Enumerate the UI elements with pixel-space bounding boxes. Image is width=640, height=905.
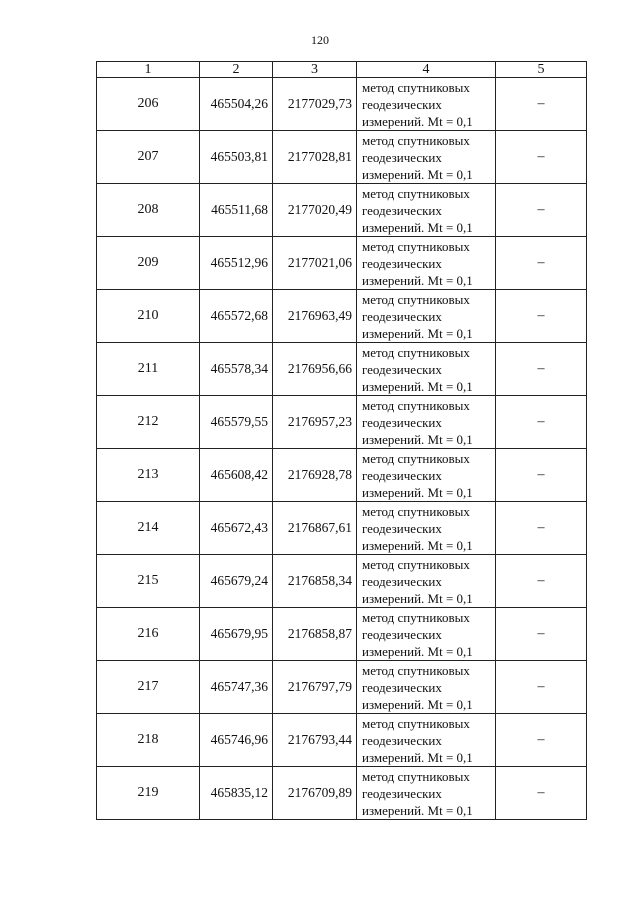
x-coordinate-cell: 465679,24 xyxy=(200,555,273,608)
method-line: измерений. Mt = 0,1 xyxy=(362,696,473,712)
method-line: измерений. Mt = 0,1 xyxy=(362,431,473,447)
note-cell: – xyxy=(496,343,587,396)
x-coordinate-cell: 465746,96 xyxy=(200,714,273,767)
point-number-cell: 218 xyxy=(97,714,200,767)
method-cell xyxy=(357,714,496,767)
method-line: геодезических xyxy=(362,202,442,218)
x-coordinate-cell: 465511,68 xyxy=(200,184,273,237)
method-line: геодезических xyxy=(362,96,442,112)
method-cell xyxy=(357,184,496,237)
y-coordinate-cell: 2177028,81 xyxy=(273,131,357,184)
y-coordinate-cell: 2176797,79 xyxy=(273,661,357,714)
point-number-cell: 216 xyxy=(97,608,200,661)
note-cell: – xyxy=(496,396,587,449)
y-coordinate-cell: 2177029,73 xyxy=(273,78,357,131)
method-cell xyxy=(357,555,496,608)
method-line: измерений. Mt = 0,1 xyxy=(362,749,473,765)
header-col-2: 2 xyxy=(200,62,273,78)
table-row xyxy=(97,184,587,237)
method-line: геодезических xyxy=(362,573,442,589)
point-number-cell: 210 xyxy=(97,290,200,343)
method-line: измерений. Mt = 0,1 xyxy=(362,219,473,235)
method-line: геодезических xyxy=(362,361,442,377)
header-col-1: 1 xyxy=(97,62,200,78)
x-coordinate-cell: 465512,96 xyxy=(200,237,273,290)
table-row xyxy=(97,396,587,449)
method-line: геодезических xyxy=(362,149,442,165)
table-row xyxy=(97,714,587,767)
point-number-cell: 208 xyxy=(97,184,200,237)
method-line: метод спутниковых xyxy=(362,238,470,254)
note-cell: – xyxy=(496,502,587,555)
method-line: измерений. Mt = 0,1 xyxy=(362,537,473,553)
table-row xyxy=(97,343,587,396)
table-row xyxy=(97,767,587,820)
method-line: метод спутниковых xyxy=(362,662,470,678)
method-line: метод спутниковых xyxy=(362,768,470,784)
method-line: метод спутниковых xyxy=(362,291,470,307)
method-cell xyxy=(357,767,496,820)
point-number-cell: 214 xyxy=(97,502,200,555)
method-line: метод спутниковых xyxy=(362,556,470,572)
page-number: 120 xyxy=(311,33,329,47)
method-line: измерений. Mt = 0,1 xyxy=(362,272,473,288)
note-cell: – xyxy=(496,608,587,661)
x-coordinate-cell: 465747,36 xyxy=(200,661,273,714)
method-cell xyxy=(357,237,496,290)
method-line: геодезических xyxy=(362,414,442,430)
y-coordinate-cell: 2176957,23 xyxy=(273,396,357,449)
method-line: метод спутниковых xyxy=(362,503,470,519)
x-coordinate-cell: 465608,42 xyxy=(200,449,273,502)
method-line: метод спутниковых xyxy=(362,344,470,360)
method-line: метод спутниковых xyxy=(362,609,470,625)
method-line: геодезических xyxy=(362,732,442,748)
table-row xyxy=(97,608,587,661)
x-coordinate-cell: 465572,68 xyxy=(200,290,273,343)
note-cell: – xyxy=(496,184,587,237)
point-number-cell: 219 xyxy=(97,767,200,820)
method-line: геодезических xyxy=(362,308,442,324)
header-col-5: 5 xyxy=(496,62,587,78)
header-col-4: 4 xyxy=(357,62,496,78)
point-number-cell: 206 xyxy=(97,78,200,131)
x-coordinate-cell: 465679,95 xyxy=(200,608,273,661)
header-row xyxy=(97,62,587,78)
table-row xyxy=(97,78,587,131)
point-number-cell: 207 xyxy=(97,131,200,184)
x-coordinate-cell: 465672,43 xyxy=(200,502,273,555)
method-line: измерений. Mt = 0,1 xyxy=(362,590,473,606)
note-cell: – xyxy=(496,131,587,184)
method-line: измерений. Mt = 0,1 xyxy=(362,166,473,182)
table-row xyxy=(97,555,587,608)
y-coordinate-cell: 2176867,61 xyxy=(273,502,357,555)
note-cell: – xyxy=(496,290,587,343)
y-coordinate-cell: 2176858,87 xyxy=(273,608,357,661)
note-cell: – xyxy=(496,767,587,820)
method-line: измерений. Mt = 0,1 xyxy=(362,643,473,659)
table-row xyxy=(97,661,587,714)
method-line: метод спутниковых xyxy=(362,79,470,95)
x-coordinate-cell: 465835,12 xyxy=(200,767,273,820)
x-coordinate-cell: 465504,26 xyxy=(200,78,273,131)
method-line: геодезических xyxy=(362,679,442,695)
method-line: геодезических xyxy=(362,626,442,642)
method-cell xyxy=(357,343,496,396)
method-line: метод спутниковых xyxy=(362,450,470,466)
method-line: измерений. Mt = 0,1 xyxy=(362,113,473,129)
y-coordinate-cell: 2176709,89 xyxy=(273,767,357,820)
y-coordinate-cell: 2176928,78 xyxy=(273,449,357,502)
y-coordinate-cell: 2176858,34 xyxy=(273,555,357,608)
method-line: метод спутниковых xyxy=(362,715,470,731)
method-cell xyxy=(357,661,496,714)
table-row xyxy=(97,290,587,343)
table-row xyxy=(97,449,587,502)
point-number-cell: 217 xyxy=(97,661,200,714)
y-coordinate-cell: 2177020,49 xyxy=(273,184,357,237)
method-line: геодезических xyxy=(362,255,442,271)
method-line: измерений. Mt = 0,1 xyxy=(362,484,473,500)
method-cell xyxy=(357,290,496,343)
method-line: геодезических xyxy=(362,785,442,801)
method-line: геодезических xyxy=(362,520,442,536)
table-header xyxy=(97,62,587,78)
note-cell: – xyxy=(496,449,587,502)
point-number-cell: 209 xyxy=(97,237,200,290)
note-cell: – xyxy=(496,78,587,131)
method-cell xyxy=(357,131,496,184)
note-cell: – xyxy=(496,555,587,608)
note-cell: – xyxy=(496,237,587,290)
method-cell xyxy=(357,78,496,131)
note-cell: – xyxy=(496,714,587,767)
x-coordinate-cell: 465503,81 xyxy=(200,131,273,184)
point-number-cell: 215 xyxy=(97,555,200,608)
point-number-cell: 213 xyxy=(97,449,200,502)
method-cell xyxy=(357,502,496,555)
note-cell: – xyxy=(496,661,587,714)
y-coordinate-cell: 2176793,44 xyxy=(273,714,357,767)
y-coordinate-cell: 2176963,49 xyxy=(273,290,357,343)
table-row xyxy=(97,502,587,555)
table-row xyxy=(97,237,587,290)
coordinates-table xyxy=(96,61,587,820)
method-line: измерений. Mt = 0,1 xyxy=(362,802,473,818)
point-number-cell: 211 xyxy=(97,343,200,396)
method-line: метод спутниковых xyxy=(362,132,470,148)
table-row xyxy=(97,131,587,184)
header-col-3: 3 xyxy=(273,62,357,78)
method-line: измерений. Mt = 0,1 xyxy=(362,378,473,394)
y-coordinate-cell: 2176956,66 xyxy=(273,343,357,396)
method-line: метод спутниковых xyxy=(362,397,470,413)
method-cell xyxy=(357,396,496,449)
method-line: геодезических xyxy=(362,467,442,483)
method-line: измерений. Mt = 0,1 xyxy=(362,325,473,341)
x-coordinate-cell: 465578,34 xyxy=(200,343,273,396)
point-number-cell: 212 xyxy=(97,396,200,449)
table-body xyxy=(97,78,587,820)
y-coordinate-cell: 2177021,06 xyxy=(273,237,357,290)
x-coordinate-cell: 465579,55 xyxy=(200,396,273,449)
method-line: метод спутниковых xyxy=(362,185,470,201)
method-cell xyxy=(357,608,496,661)
method-cell xyxy=(357,449,496,502)
